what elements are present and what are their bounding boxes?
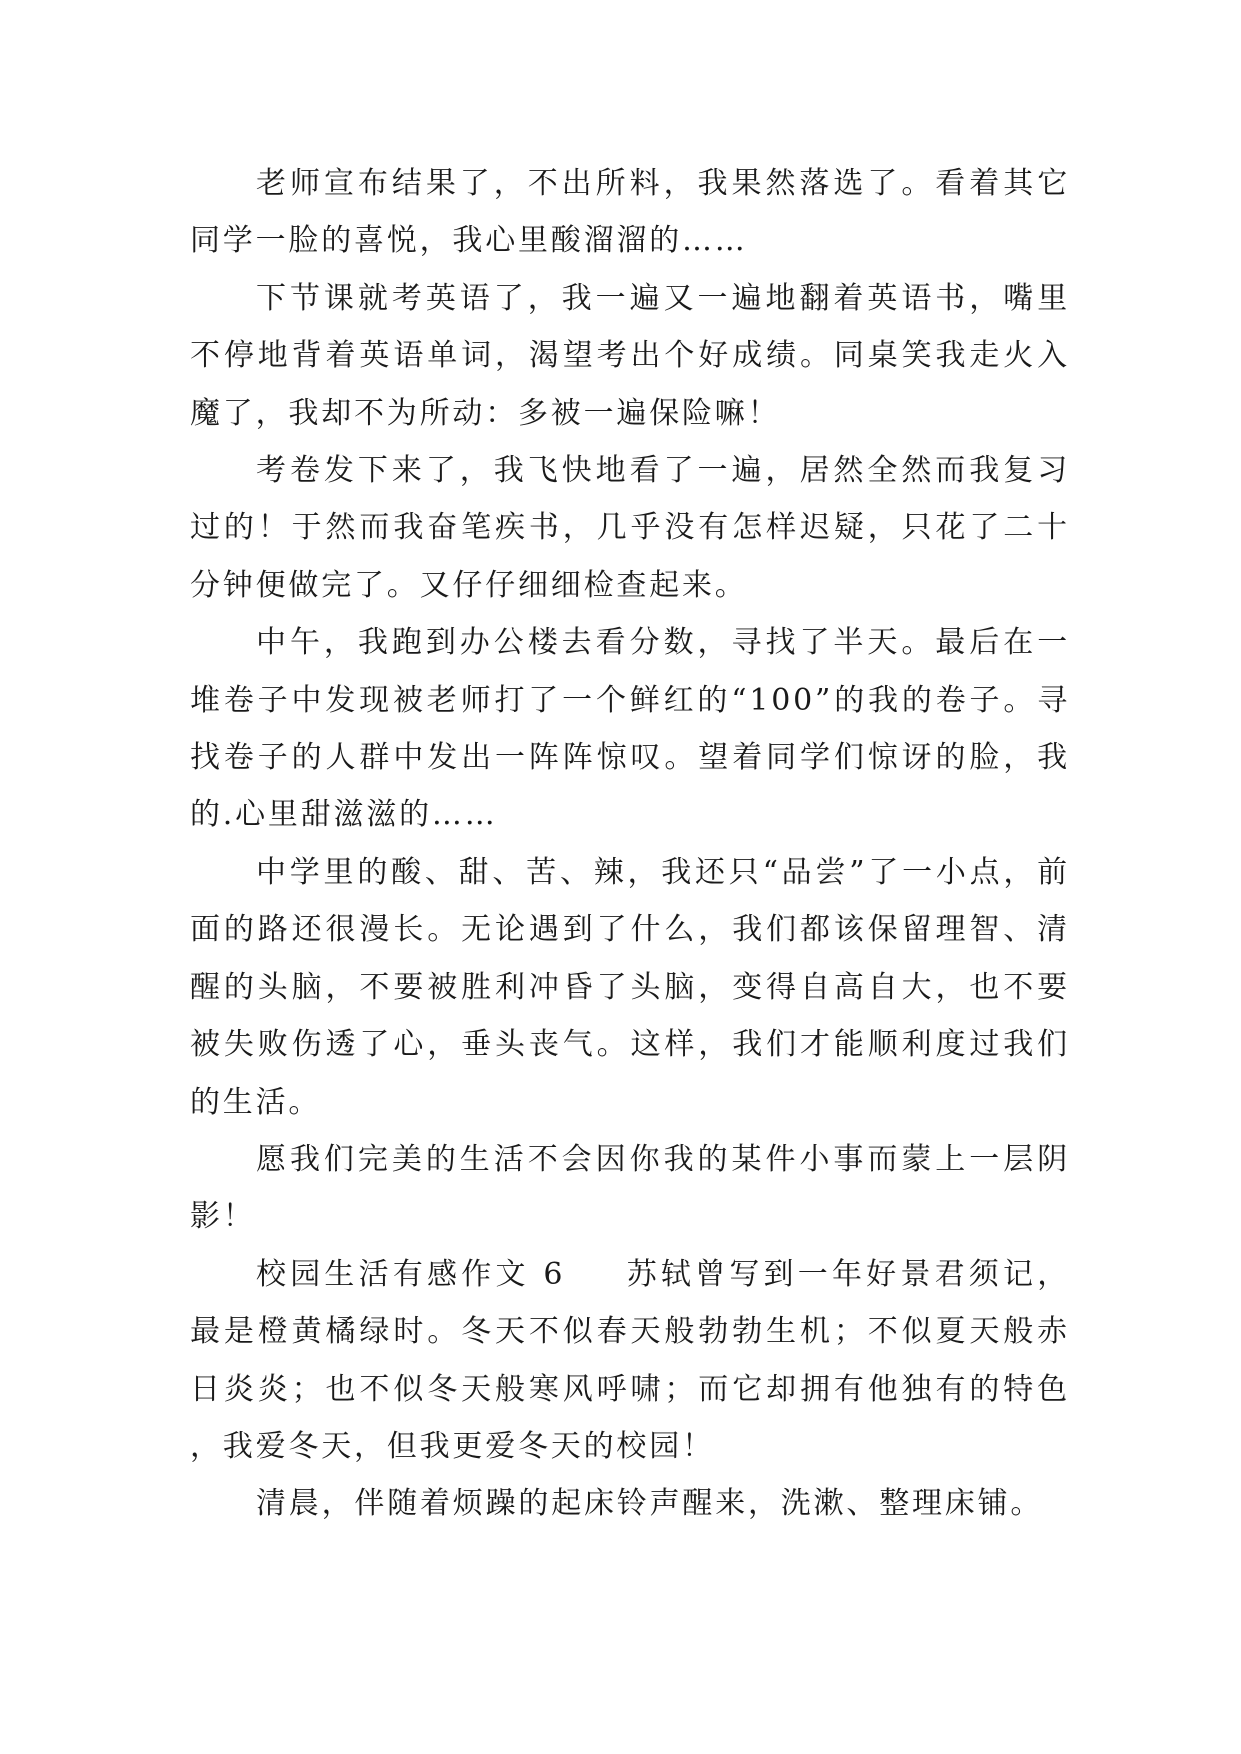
paragraph-election-result: 老师宣布结果了，不出所料，我果然落选了。看着其它同学一脸的喜悦，我心里酸溜溜的…… <box>190 166 1070 259</box>
paragraph-morning: 清晨，伴随着烦躁的起床铃声醒来，洗漱、整理床铺。 <box>256 1486 1044 1522</box>
paragraph-essay-6 <box>190 1246 1070 1476</box>
paragraph-reflection: 中学里的酸、甜、苦、辣，我还只“品尝”了一小点，前面的路还很漫长。无论遇到了什么，我们都该保留理智、清醒的头脑，不要被胜利冲昏了头脑，变得自高自大，也不要被失败伤透了心，垂头丧气。这样，我们才能顺利度过我们的生活。 <box>190 854 1070 1120</box>
paragraph-score-check: 中午，我跑到办公楼去看分数，寻找了半天。最后在一堆卷子中发现被老师打了一个鲜红的“100”的我的卷子。寻找卷子的人群中发出一阵阵惊叹。望着同学们惊讶的脸，我的.心里甜滋滋的…… <box>190 625 1070 833</box>
paragraph-wish: 愿我们完美的生活不会因你我的某件小事而蒙上一层阴影！ <box>190 1141 1070 1235</box>
essay-body: 苏轼曾写到一年好景君须记，最是橙黄橘绿时。冬天不似春天般勃勃生机；不似夏天般赤日炎炎；也不似冬天般寒风呼啸；而它却拥有他独有的特色，我爱冬天，但我更爱冬天的校园！ <box>190 1256 1070 1464</box>
document-body <box>190 155 1070 1533</box>
paragraph-exam-paper: 考卷发下来了，我飞快地看了一遍，居然全然而我复习过的！于然而我奋笔疾书，几乎没有怎样迟疑，只花了二十分钟便做完了。又仔仔细细检查起来。 <box>190 453 1070 603</box>
essay-heading: 校园生活有感作文 6 <box>256 1256 566 1292</box>
paragraph-english-review: 下节课就考英语了，我一遍又一遍地翻着英语书，嘴里不停地背着英语单词，渴望考出个好成绩。同桌笑我走火入魔了，我却不为所动：多被一遍保险嘛！ <box>190 280 1070 431</box>
